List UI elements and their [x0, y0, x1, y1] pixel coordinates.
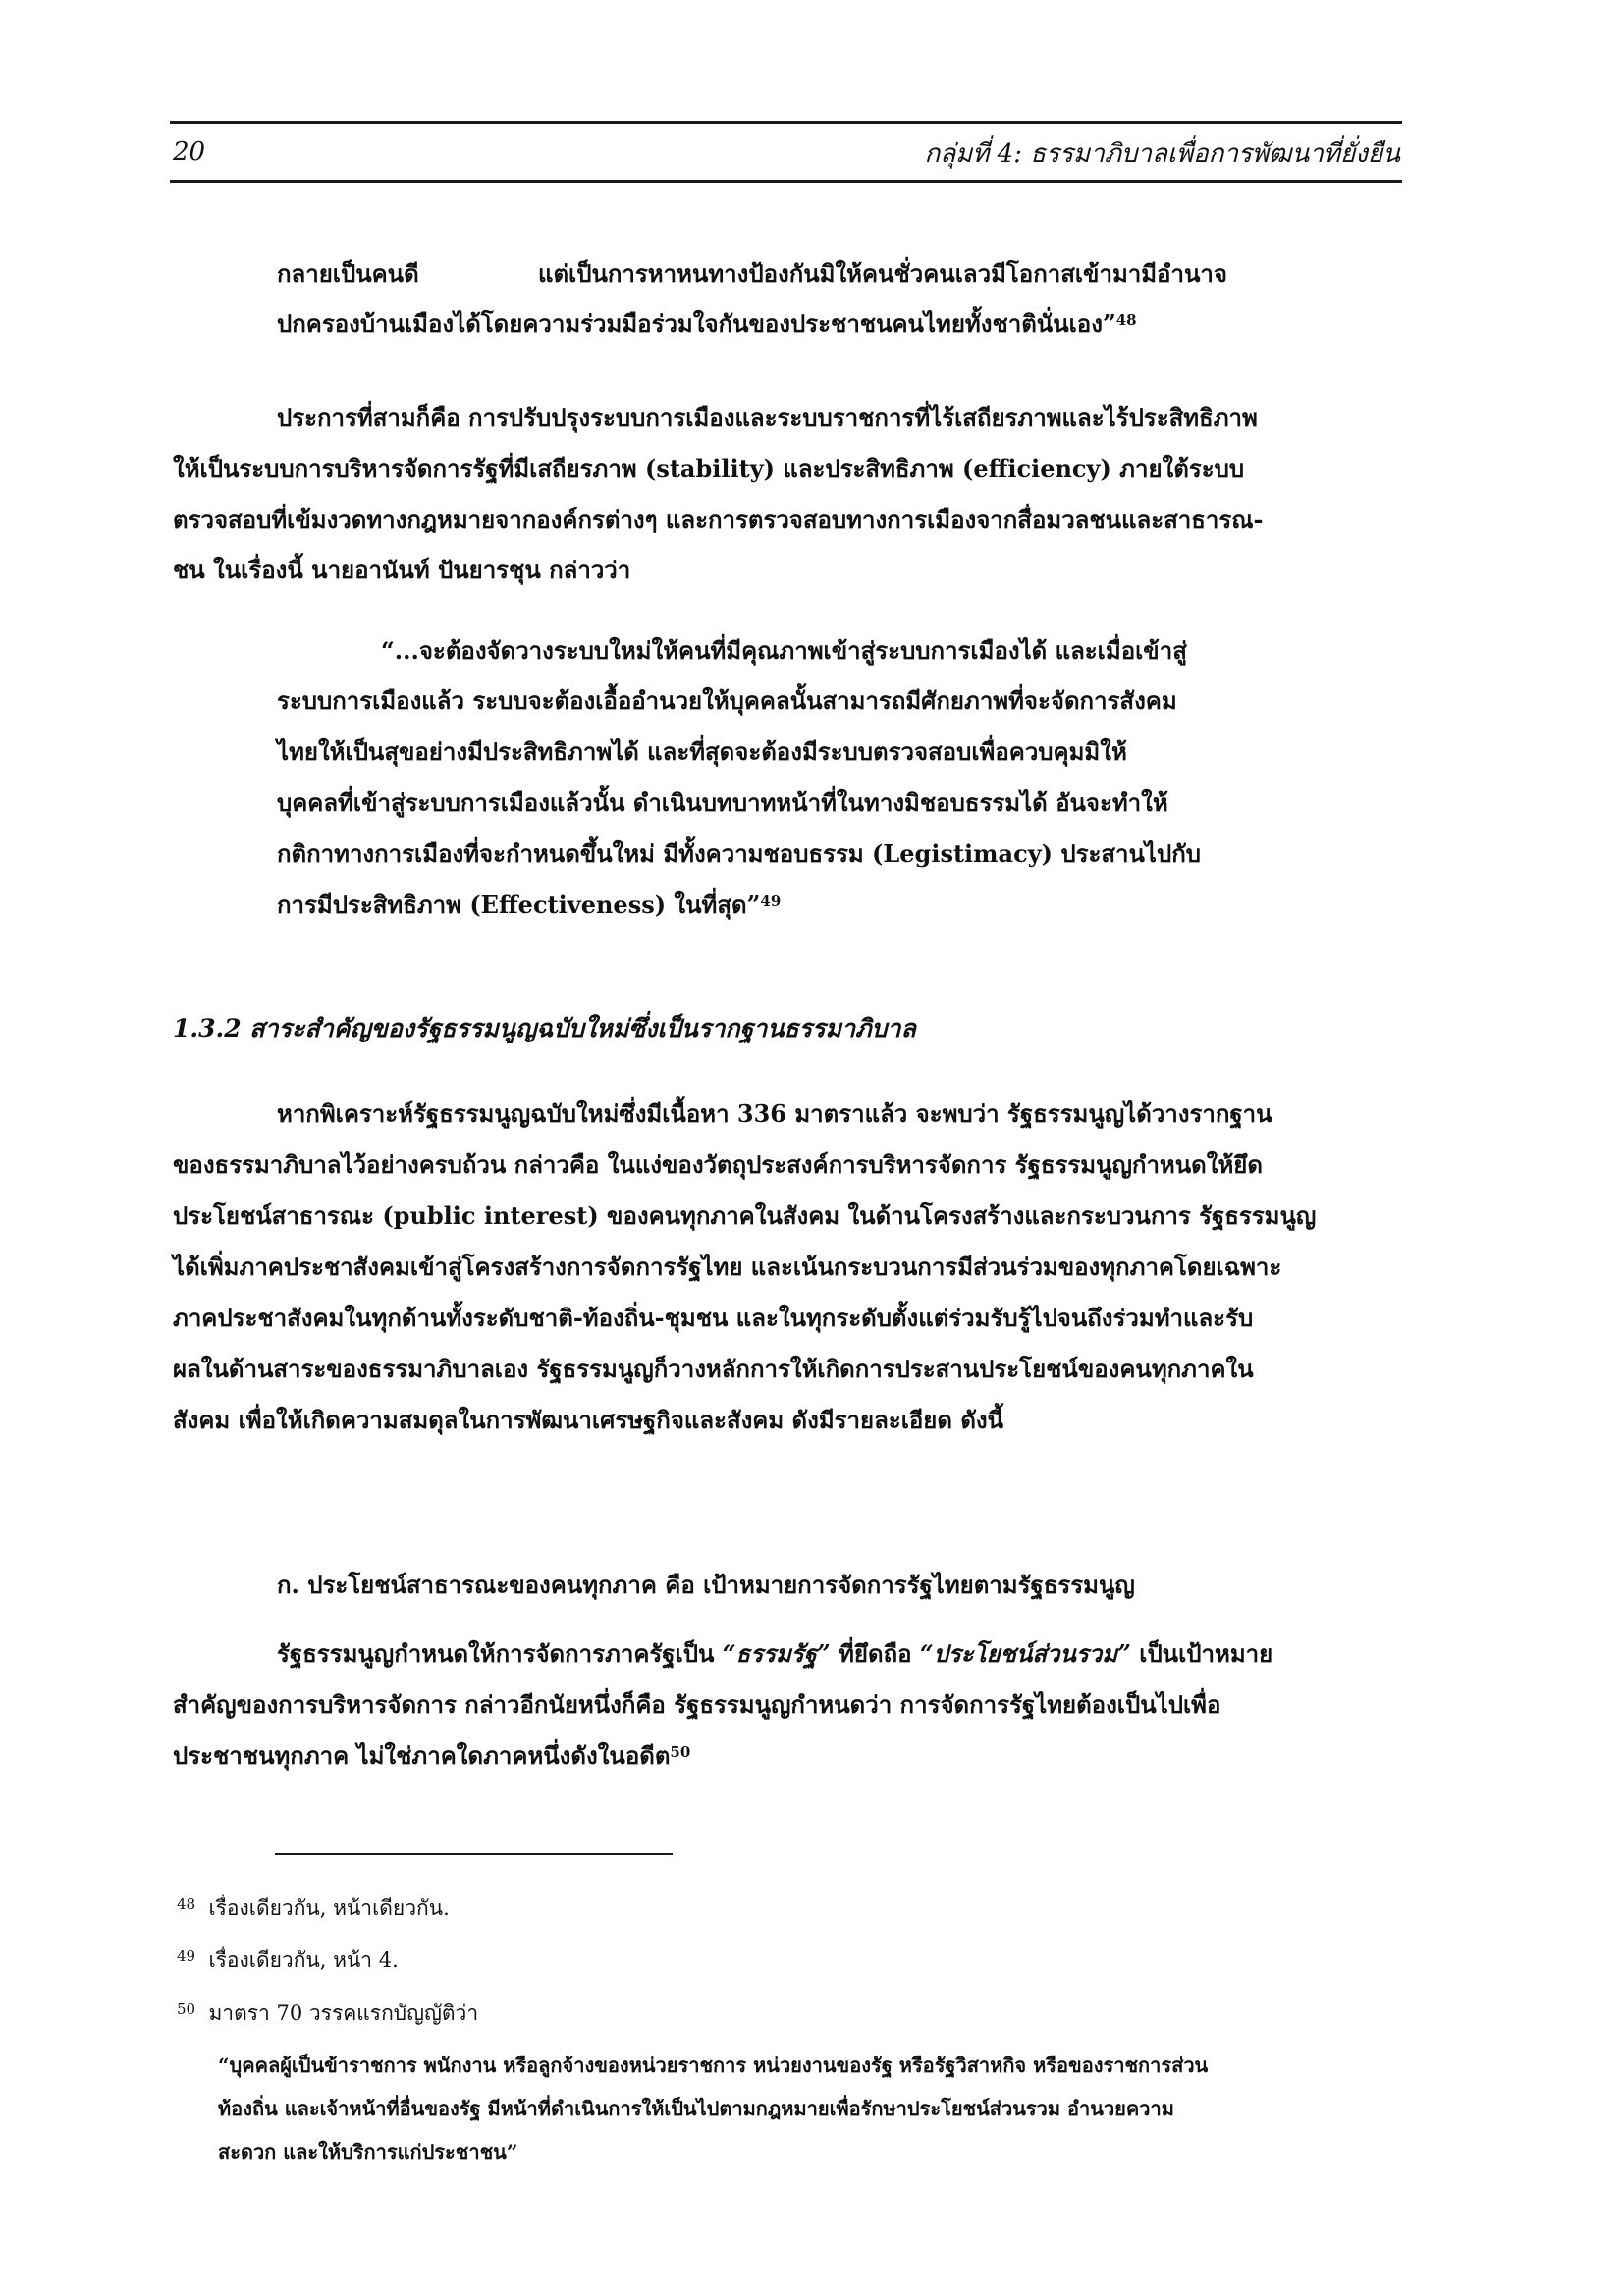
p4-line-1: รัฐธรรมนูญกำหนดให้การจัดการภาครัฐเป็น “ธรรมรัฐ” ที่ยึดถือ “ประโยชน์ส่วนรวม” เป็นเป้าหมาย [277, 1639, 1273, 1668]
p3-line-6: ผลในด้านสาระของธรรมาภิบาลเอง รัฐธรรมนูญก็วางหลักการให้เกิดการประสานประโยชน์ของคนทุกภาคใน [173, 1355, 1254, 1383]
footnote-rule [275, 1853, 673, 1855]
footnote-quote-line-2: ท้องถิ่น และเจ้าหน้าที่อื่นของรัฐ มีหน้าที่ดำเนินการให้เป็นไปตามกฎหมายเพื่อรักษาประโยชน์ส่วนรวม อำนวยความ [218, 2097, 1174, 2120]
footnote-ref-50: 50 [670, 1743, 691, 1761]
p3-line-3: ประโยชน์สาธารณะ (public interest) ของคนทุกภาคในสังคม ในด้านโครงสร้างและกระบวนการ รัฐธรรมนูญ [173, 1201, 1317, 1230]
running-title: กลุ่มที่ 4: ธรรมาภิบาลเพื่อการพัฒนาที่ยั่งยืน [924, 139, 1400, 169]
footnote-49: $^{49}$ เรื่องเดียวกัน, หน้า 4. [177, 1948, 399, 1972]
header-rule-top [170, 121, 1402, 124]
footnote-quote-line-1: “บุคคลผู้เป็นข้าราชการ พนักงาน หรือลูกจ้างของหน่วยราชการ หน่วยงานของรัฐ หรือรัฐวิสาหกิจ หรือของราชการส่วน [218, 2054, 1209, 2077]
subsection-heading: ก. ประโยชน์สาธารณะของคนทุกภาค คือ เป้าหมายการจัดการรัฐไทยตามรัฐธรรมนูญ [277, 1571, 1135, 1599]
p2-line-3: ตรวจสอบที่เข้มงวดทางกฎหมายจากองค์กรต่างๆ และการตรวจสอบทางการเมืองจากสื่อมวลชนและสาธารณ- [173, 506, 1264, 534]
footnote-ref-49: 49 [760, 892, 782, 910]
quote-line-5: กติกาทางการเมืองที่จะกำหนดขึ้นใหม่ มีทั้งความชอบธรรม (Legistimacy) ประสานไปกับ [277, 839, 1201, 868]
p4-line-3: ประชาชนทุกภาค ไม่ใช่ภาคใดภาคหนึ่งดังในอดีต$^{50}$ [173, 1741, 691, 1770]
p2-line-1: ประการที่สามก็คือ การปรับปรุงระบบการเมืองและระบบราชการที่ไร้เสถียรภาพและไร้ประสิทธิภาพ [277, 403, 1258, 432]
p1-line-1b: แต่เป็นการหาหนทางป้องกันมิให้คนชั่วคนเลวมีโอกาสเข้ามามีอำนาจ [538, 259, 1227, 288]
p1-line-2: ปกครองบ้านเมืองได้โดยความร่วมมือร่วมใจกันของประชาชนคนไทยทั้งชาตินั่นเอง”$^{48}$ [277, 309, 1137, 338]
quote-line-6: การมีประสิทธิภาพ (Effectiveness) ในที่สุด”$^{49}$ [277, 890, 782, 919]
p4-line-2: สำคัญของการบริหารจัดการ กล่าวอีกนัยหนึ่งก็คือ รัฐธรรมนูญกำหนดว่า การจัดการรัฐไทยต้องเป็นไปเพื่อ [173, 1690, 1221, 1719]
footnote-ref-48: 48 [1115, 311, 1137, 329]
quote-line-4: บุคคลที่เข้าสู่ระบบการเมืองแล้วนั้น ดำเนินบทบาทหน้าที่ในทางมิชอบธรรมได้ อันจะทำให้ [277, 788, 1168, 817]
quote-line-1: “...จะต้องจัดวางระบบใหม่ให้คนที่มีคุณภาพเข้าสู่ระบบการเมืองได้ และเมื่อเข้าสู่ [381, 636, 1187, 665]
p3-line-4: ได้เพิ่มภาคประชาสังคมเข้าสู่โครงสร้างการจัดการรัฐไทย และเน้นกระบวนการมีส่วนร่วมของทุกภาคโดยเฉพาะ [173, 1253, 1282, 1281]
footnote-48: $^{48}$ เรื่องเดียวกัน, หน้าเดียวกัน. [177, 1896, 450, 1920]
page-number: 20 [173, 137, 206, 167]
p3-line-5: ภาคประชาสังคมในทุกด้านทั้งระดับชาติ-ท้องถิ่น-ชุมชน และในทุกระดับตั้งแต่ร่วมรับรู้ไปจนถึงร่วมทำและรับ [173, 1304, 1254, 1332]
term-thammarat: “ธรรมรัฐ” [722, 1639, 831, 1668]
p3-line-2: ของธรรมาภิบาลไว้อย่างครบถ้วน กล่าวคือ ในแง่ของวัตถุประสงค์การบริหารจัดการ รัฐธรรมนูญกำหนดให้ยึด [173, 1150, 1263, 1179]
footnote-quote-line-3: สะดวก และให้บริการแก่ประชาชน” [218, 2140, 518, 2163]
section-heading: 1.3.2 สาระสำคัญของรัฐธรรมนูญฉบับใหม่ซึ่งเป็นรากฐานธรรมาภิบาล [173, 1014, 916, 1042]
p1-line-1a: กลายเป็นคนดี [277, 259, 419, 288]
p2-line-4: ชน ในเรื่องนี้ นายอานันท์ ปันยารชุน กล่าวว่า [173, 556, 631, 584]
quote-line-2: ระบบการเมืองแล้ว ระบบจะต้องเอื้ออำนวยให้บุคคลนั้นสามารถมีศักยภาพที่จะจัดการสังคม [277, 686, 1177, 715]
p3-line-7: สังคม เพื่อให้เกิดความสมดุลในการพัฒนาเศรษฐกิจและสังคม ดังมีรายละเอียด ดังนี้ [173, 1406, 1004, 1434]
p3-line-1: หากพิเคราะห์รัฐธรรมนูญฉบับใหม่ซึ่งมีเนื้อหา 336 มาตราแล้ว จะพบว่า รัฐธรรมนูญได้วางรากฐาน [277, 1099, 1272, 1128]
quote-line-3: ไทยให้เป็นสุขอย่างมีประสิทธิภาพได้ และที่สุดจะต้องมีระบบตรวจสอบเพื่อควบคุมมิให้ [277, 737, 1127, 766]
p2-line-2: ให้เป็นระบบการบริหารจัดการรัฐที่มีเสถียรภาพ (stability) และประสิทธิภาพ (efficiency) ภายใต้ระบบ [173, 454, 1245, 483]
footnote-50: $^{50}$ มาตรา 70 วรรคแรกบัญญัติว่า [177, 2001, 479, 2025]
term-public-benefit: “ประโยชน์ส่วนรวม” [919, 1639, 1131, 1668]
header-rule-bottom [170, 180, 1402, 183]
